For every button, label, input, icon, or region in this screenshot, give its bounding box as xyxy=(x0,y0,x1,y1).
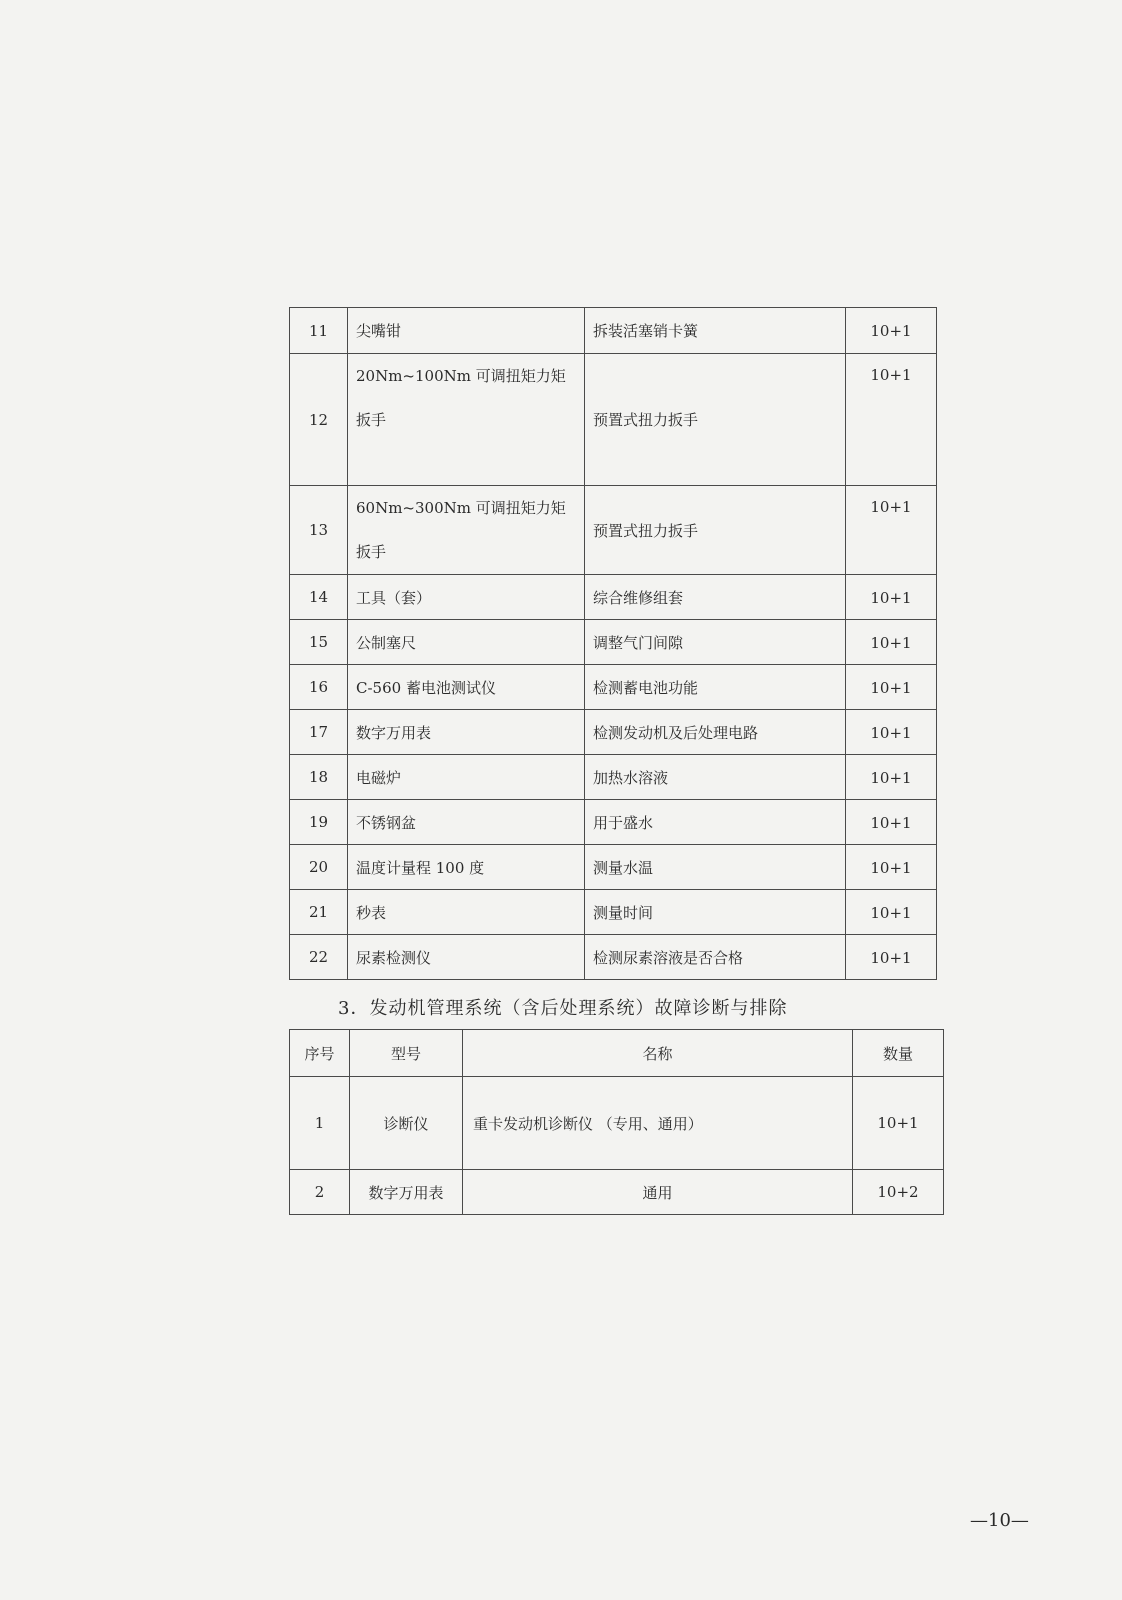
tool-quantity: 10+1 xyxy=(846,935,937,980)
row-number: 11 xyxy=(290,308,348,354)
tool-quantity: 10+1 xyxy=(846,620,937,665)
table-row xyxy=(290,890,937,935)
row-number: 15 xyxy=(290,620,348,665)
header-model: 型号 xyxy=(350,1030,463,1077)
equipment-model: 诊断仪 xyxy=(350,1077,463,1170)
row-number: 17 xyxy=(290,710,348,755)
tool-quantity: 10+1 xyxy=(846,575,937,620)
tool-quantity: 10+1 xyxy=(846,800,937,845)
tool-use: 检测发动机及后处理电路 xyxy=(585,710,846,755)
row-number: 16 xyxy=(290,665,348,710)
table-row xyxy=(290,308,937,354)
equipment-quantity: 10+2 xyxy=(853,1170,944,1215)
tool-use: 测量时间 xyxy=(585,890,846,935)
tool-use: 检测蓄电池功能 xyxy=(585,665,846,710)
tool-name: 尖嘴钳 xyxy=(348,308,585,354)
header-name: 名称 xyxy=(463,1030,853,1077)
tool-quantity: 10+1 xyxy=(846,308,937,354)
row-number: 13 xyxy=(290,486,348,575)
tool-use: 加热水溶液 xyxy=(585,755,846,800)
tool-quantity: 10+1 xyxy=(846,354,937,486)
table-row xyxy=(290,486,937,575)
tool-use: 综合维修组套 xyxy=(585,575,846,620)
row-number: 21 xyxy=(290,890,348,935)
equipment-name: 重卡发动机诊断仪 （专用、通用） xyxy=(463,1077,853,1170)
table-row xyxy=(290,845,937,890)
row-number: 12 xyxy=(290,354,348,486)
row-number: 18 xyxy=(290,755,348,800)
row-number: 22 xyxy=(290,935,348,980)
tool-name: 尿素检测仪 xyxy=(348,935,585,980)
tool-use: 调整气门间隙 xyxy=(585,620,846,665)
tool-quantity: 10+1 xyxy=(846,890,937,935)
table-row xyxy=(290,710,937,755)
tool-name: 秒表 xyxy=(348,890,585,935)
row-number: 1 xyxy=(290,1077,350,1170)
tool-quantity: 10+1 xyxy=(846,486,937,575)
table-row xyxy=(290,620,937,665)
row-number: 14 xyxy=(290,575,348,620)
page-number: —10— xyxy=(970,1510,1029,1531)
row-number: 19 xyxy=(290,800,348,845)
table-row xyxy=(290,1077,944,1170)
tool-quantity: 10+1 xyxy=(846,710,937,755)
tool-name: 温度计量程 100 度 xyxy=(348,845,585,890)
equipment-quantity: 10+1 xyxy=(853,1077,944,1170)
tool-name-line-1: 20Nm~100Nm 可调扭矩力矩 xyxy=(356,367,566,385)
tool-quantity: 10+1 xyxy=(846,845,937,890)
tool-name-line-2: 扳手 xyxy=(356,543,387,561)
equipment-table-continued xyxy=(289,307,937,980)
section-heading: 3．发动机管理系统（含后处理系统）故障诊断与排除 xyxy=(338,998,788,1019)
tool-name: 公制塞尺 xyxy=(348,620,585,665)
row-number: 2 xyxy=(290,1170,350,1215)
tool-name: 不锈钢盆 xyxy=(348,800,585,845)
row-number: 20 xyxy=(290,845,348,890)
table-row xyxy=(290,1170,944,1215)
table-row xyxy=(290,575,937,620)
diagnosis-equipment-table xyxy=(289,1029,944,1215)
tool-name: C-560 蓄电池测试仪 xyxy=(348,665,585,710)
table-header-row xyxy=(290,1030,944,1077)
tool-use: 预置式扭力扳手 xyxy=(585,486,846,575)
header-number: 序号 xyxy=(290,1030,350,1077)
equipment-name: 通用 xyxy=(463,1170,853,1215)
tool-name-line-1: 60Nm~300Nm 可调扭矩力矩 xyxy=(356,499,566,517)
table-row xyxy=(290,354,937,486)
tool-name xyxy=(348,354,585,486)
tool-use: 预置式扭力扳手 xyxy=(585,354,846,486)
tool-name: 工具（套） xyxy=(348,575,585,620)
tool-use: 测量水温 xyxy=(585,845,846,890)
tool-name xyxy=(348,486,585,575)
tool-name: 数字万用表 xyxy=(348,710,585,755)
table-row xyxy=(290,665,937,710)
table-row xyxy=(290,935,937,980)
tool-name-line-2: 扳手 xyxy=(356,411,387,429)
header-quantity: 数量 xyxy=(853,1030,944,1077)
table-row xyxy=(290,800,937,845)
tool-use: 用于盛水 xyxy=(585,800,846,845)
tool-use: 检测尿素溶液是否合格 xyxy=(585,935,846,980)
tool-name: 电磁炉 xyxy=(348,755,585,800)
tool-quantity: 10+1 xyxy=(846,755,937,800)
tool-quantity: 10+1 xyxy=(846,665,937,710)
tool-use: 拆装活塞销卡簧 xyxy=(585,308,846,354)
table-row xyxy=(290,755,937,800)
equipment-model: 数字万用表 xyxy=(350,1170,463,1215)
